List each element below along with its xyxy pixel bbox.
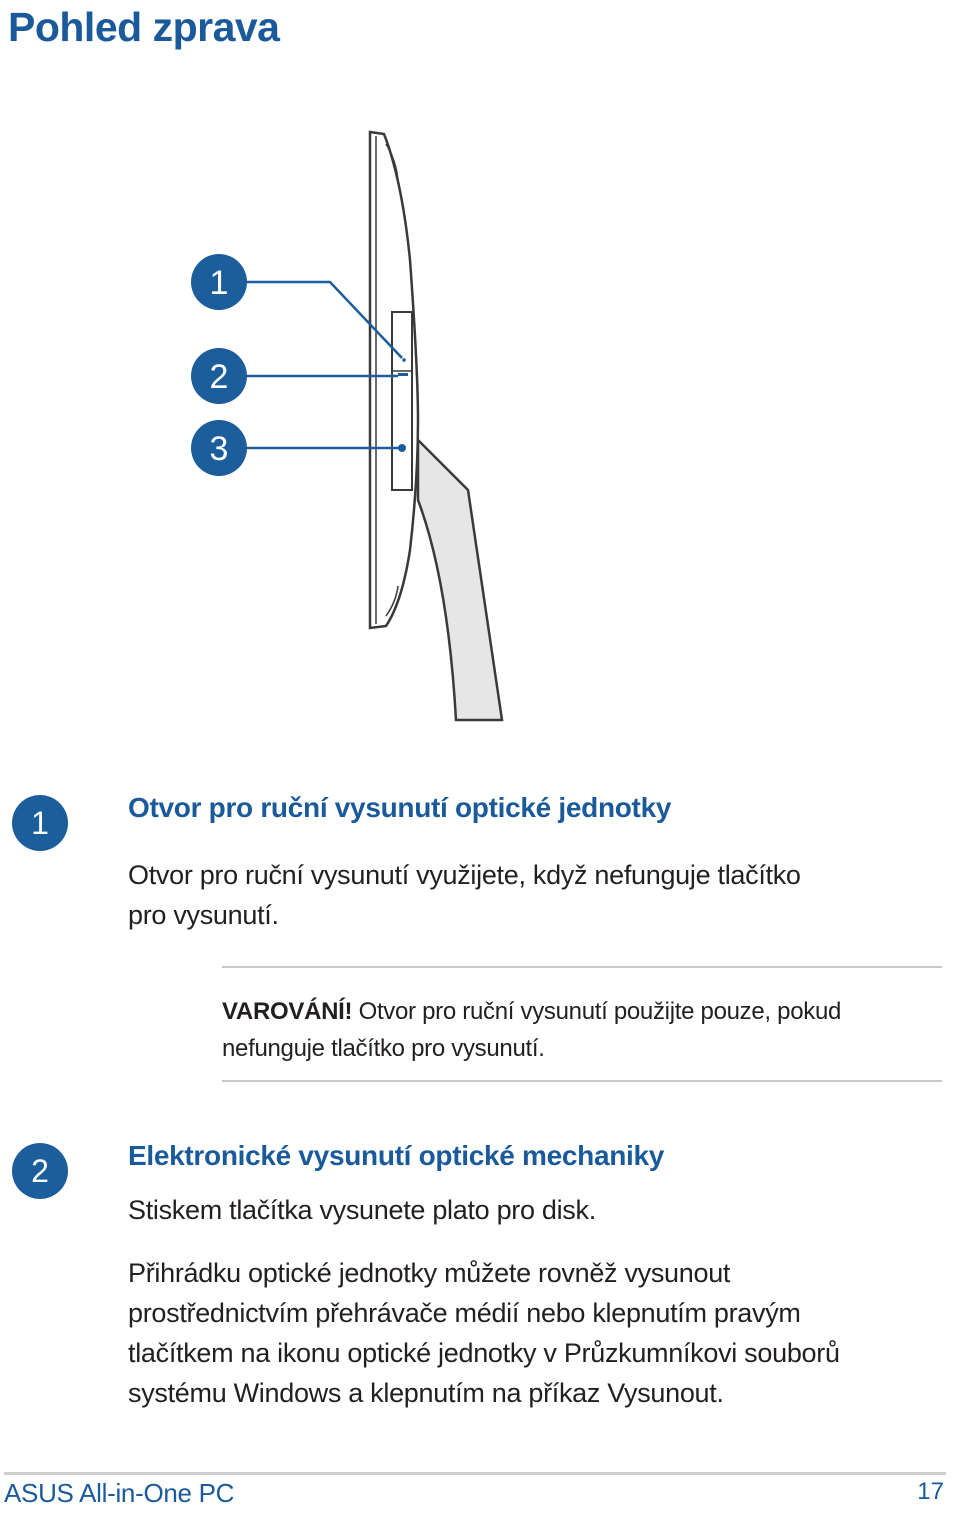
section-2-paragraph-2-line-4: systému Windows a klepnutím na příkaz Vysunout. (128, 1378, 724, 1408)
manual-eject-hole (402, 358, 406, 362)
page-title: Pohled zprava (8, 4, 280, 50)
callout-2 (191, 348, 247, 404)
section-2-paragraph-2-line-3: tlačítkem na ikonu optické jednotky v Průzkumníkovi souborů (128, 1338, 840, 1368)
section-2-paragraph-1: Stiskem tlačítka vysunete plato pro disk. (128, 1195, 596, 1225)
section-1-line-1: Otvor pro ruční vysunutí využijete, když nefunguje tlačítko (128, 860, 801, 890)
section-1-line-2: pro vysunutí. (128, 900, 279, 930)
footer-product-name: ASUS All-in-One PC (4, 1478, 235, 1508)
warning-text-line-1: Otvor pro ruční vysunutí použijte pouze, pokud (352, 998, 842, 1025)
warning-text-line-2: nefunguje tlačítko pro vysunutí. (222, 1035, 545, 1062)
section-1-title: Otvor pro ruční vysunutí optické jednotky (128, 792, 672, 823)
monitor-stand (418, 440, 502, 720)
optical-drive (392, 312, 412, 490)
footer-divider (4, 1472, 946, 1475)
callout-1 (191, 254, 247, 310)
footer-page-number: 17 (917, 1478, 944, 1505)
section-2-paragraph-2-line-1: Přihrádku optické jednotky můžete rovněž vysunout (128, 1258, 731, 1288)
eject-button-mark (398, 373, 408, 376)
warning-note (222, 966, 942, 1082)
callout-2-label: 2 (209, 358, 229, 396)
warning-note-text (222, 993, 942, 1067)
side-view-diagram (0, 120, 960, 730)
section-1-badge: 1 (12, 795, 68, 851)
warning-label: VAROVÁNÍ! (222, 998, 353, 1025)
section-2-paragraph-2-line-2: prostřednictvím přehrávače médií nebo klepnutím pravým (128, 1298, 801, 1328)
callout-1-label: 1 (209, 264, 229, 302)
callout-3 (191, 420, 247, 476)
section-2-title: Elektronické vysunutí optické mechaniky (128, 1140, 665, 1171)
callout-3-label: 3 (209, 430, 229, 468)
section-2-badge: 2 (12, 1143, 68, 1199)
